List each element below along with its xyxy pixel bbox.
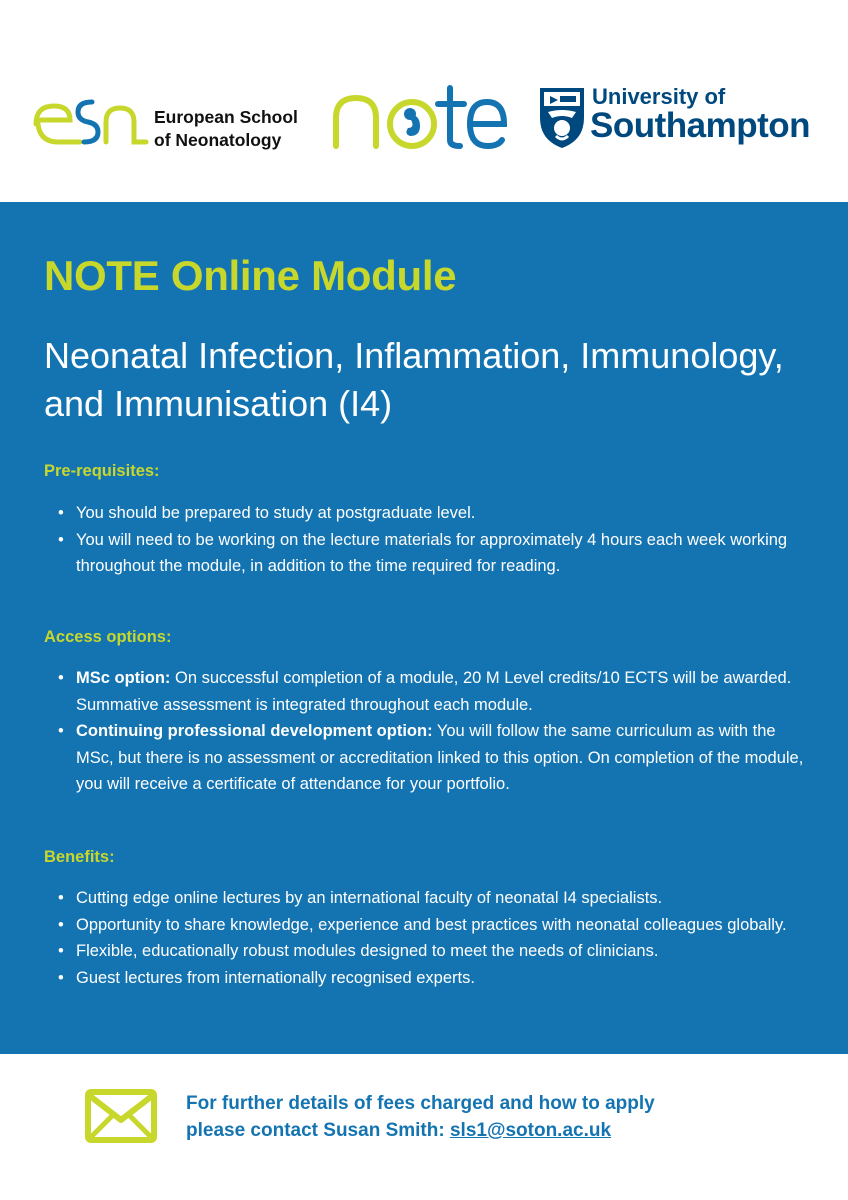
envelope-icon xyxy=(84,1088,158,1144)
contact-line1: For further details of fees charged and how to apply xyxy=(186,1093,655,1114)
list-item xyxy=(56,665,816,718)
uos-line1: University of xyxy=(592,84,726,109)
cpd-option-text: You will follow the same curriculum as with the MSc, but there is no assessment or accreditation linked to this option. On completion of the module, you will receive a certificate of attendance for your portfolio. xyxy=(76,722,804,793)
university-of-southampton-logo xyxy=(538,84,838,154)
note-logo xyxy=(330,84,508,150)
esn-logo xyxy=(30,88,300,158)
contact-prefix: please contact Susan Smith: xyxy=(186,1120,450,1141)
footer xyxy=(0,1054,848,1200)
page-title: NOTE Online Module xyxy=(44,252,457,299)
prerequisites-list xyxy=(56,500,816,580)
note-logo-mark xyxy=(330,84,508,150)
contact-line2 xyxy=(186,1117,655,1144)
contact-text xyxy=(186,1090,655,1144)
list-item: • You will need to be working on the lecture materials for approximately 4 hours each week working throughout the module, in addition to the time required for reading. xyxy=(56,527,816,580)
access-options-list xyxy=(56,665,816,798)
header xyxy=(0,0,848,202)
benefits-list xyxy=(56,885,816,991)
esn-wordmark xyxy=(154,106,298,152)
uos-line2: Southampton xyxy=(590,106,811,145)
main-panel xyxy=(0,202,848,1054)
list-item: • Guest lectures from internationally recognised experts. xyxy=(56,965,816,992)
esn-line1: European School xyxy=(154,107,298,127)
access-options-heading: Access options: xyxy=(44,628,172,646)
email-link[interactable]: sls1@soton.ac.uk xyxy=(449,1120,612,1141)
msc-option-text: On successful completion of a module, 20 M Level credits/10 ECTS will be awarded. Summative assessment is integrated throughout each module. xyxy=(76,669,792,714)
esn-line2: of Neonatology xyxy=(154,130,282,150)
cpd-option-label: Continuing professional development option: xyxy=(76,722,433,740)
list-item: • Flexible, educationally robust modules designed to meet the needs of clinicians. xyxy=(56,938,816,965)
list-item: • Opportunity to share knowledge, experience and best practices with neonatal colleagues globally. xyxy=(56,912,816,939)
msc-option-label: MSc option: xyxy=(76,669,171,687)
list-item xyxy=(56,718,816,798)
module-subtitle: Neonatal Infection, Inflammation, Immunology, and Immunisation (I4) xyxy=(44,335,784,424)
prerequisites-heading: Pre-requisites: xyxy=(44,462,160,480)
list-item: • Cutting edge online lectures by an international faculty of neonatal I4 specialists. xyxy=(56,885,816,912)
list-item: • You should be prepared to study at postgraduate level. xyxy=(56,500,816,527)
esn-logo-mark xyxy=(30,88,150,152)
benefits-heading: Benefits: xyxy=(44,848,115,866)
shield-crest-icon xyxy=(538,84,586,150)
